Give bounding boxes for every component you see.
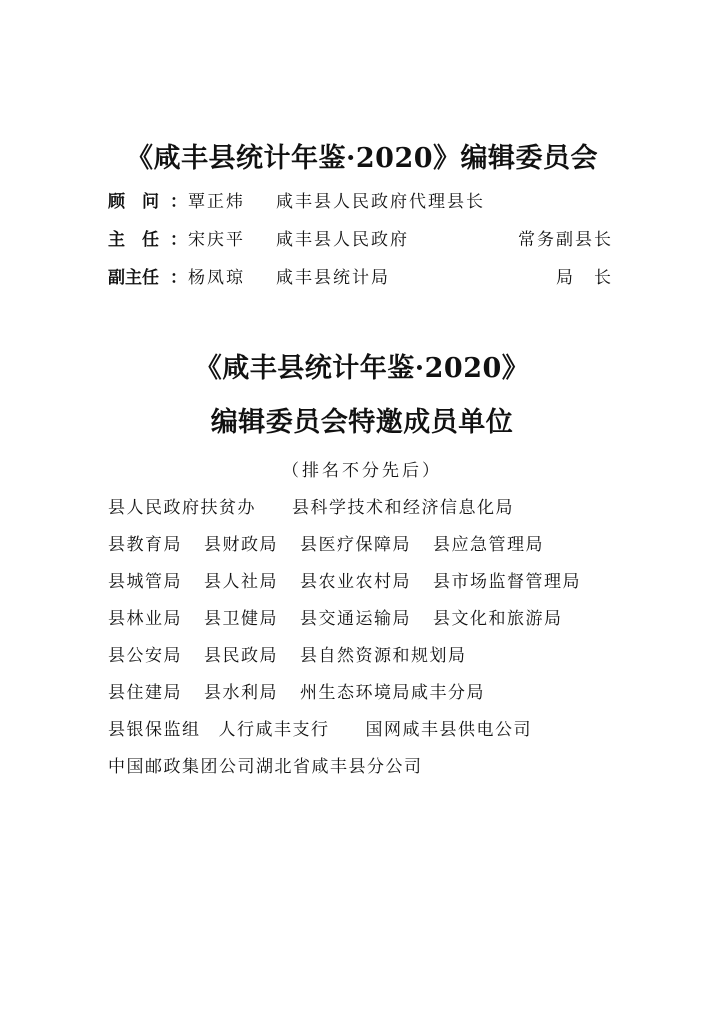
colon: ：	[170, 230, 187, 250]
member-name: 杨凤琼	[188, 268, 245, 288]
member-position: 常务副县长	[518, 230, 613, 250]
unit-name: 县公安局	[108, 646, 182, 666]
unit-name: 县交通运输局	[300, 609, 411, 629]
colon: ：	[170, 268, 187, 288]
colon: ：	[170, 192, 187, 212]
committee-title: 《咸丰县统计年鉴·2020》编辑委员会	[125, 143, 599, 174]
unit-line	[108, 675, 628, 712]
unit-name: 县人社局	[204, 572, 278, 592]
unit-name: 县文化和旅游局	[433, 609, 563, 629]
committee-row-deputy	[108, 265, 613, 291]
unit-line	[108, 490, 628, 527]
unit-name: 县民政局	[204, 646, 278, 666]
unit-name: 县银保监组	[108, 720, 201, 740]
unit-name: 县住建局	[108, 683, 182, 703]
unit-line	[108, 527, 628, 564]
member-name: 宋庆平	[188, 230, 245, 250]
unit-name: 县卫健局	[204, 609, 278, 629]
unit-name: 县城管局	[108, 572, 182, 592]
unit-line	[108, 601, 628, 638]
member-position: 局 长	[556, 268, 613, 288]
order-note: （排名不分先后）	[282, 461, 442, 481]
unit-name: 县财政局	[204, 535, 278, 555]
unit-name: 州生态环境局咸丰分局	[300, 683, 485, 703]
unit-name: 县市场监督管理局	[433, 572, 581, 592]
unit-line	[108, 638, 628, 675]
unit-name: 县水利局	[204, 683, 278, 703]
unit-name: 县自然资源和规划局	[300, 646, 467, 666]
unit-name: 县林业局	[108, 609, 182, 629]
unit-name: 县应急管理局	[433, 535, 544, 555]
unit-name: 县科学技术和经济信息化局	[292, 498, 514, 518]
committee-row-director	[108, 227, 613, 253]
invited-units-list	[108, 490, 628, 786]
member-name: 覃正炜	[188, 192, 245, 212]
unit-name: 中国邮政集团公司湖北省咸丰县分公司	[108, 757, 423, 777]
unit-line	[108, 749, 628, 786]
committee-row-advisor	[108, 189, 613, 215]
member-org: 咸丰县人民政府代理县长	[276, 192, 485, 212]
unit-name: 县医疗保障局	[300, 535, 411, 555]
unit-name: 县人民政府扶贫办	[108, 498, 256, 518]
member-org: 咸丰县人民政府	[276, 230, 409, 250]
role-label: 副主任	[108, 268, 159, 288]
unit-line	[108, 564, 628, 601]
invited-title-line1: 《咸丰县统计年鉴·2020》	[194, 353, 530, 384]
unit-line	[108, 712, 628, 749]
unit-name: 国网咸丰县供电公司	[365, 720, 532, 740]
unit-name: 县教育局	[108, 535, 182, 555]
invited-title-line2: 编辑委员会特邀成员单位	[210, 407, 514, 438]
member-org: 咸丰县统计局	[276, 268, 390, 288]
role-label: 主 任	[108, 230, 159, 250]
unit-name: 县农业农村局	[300, 572, 411, 592]
unit-name: 人行咸丰支行	[218, 720, 330, 740]
role-label: 顾 问	[108, 192, 159, 212]
